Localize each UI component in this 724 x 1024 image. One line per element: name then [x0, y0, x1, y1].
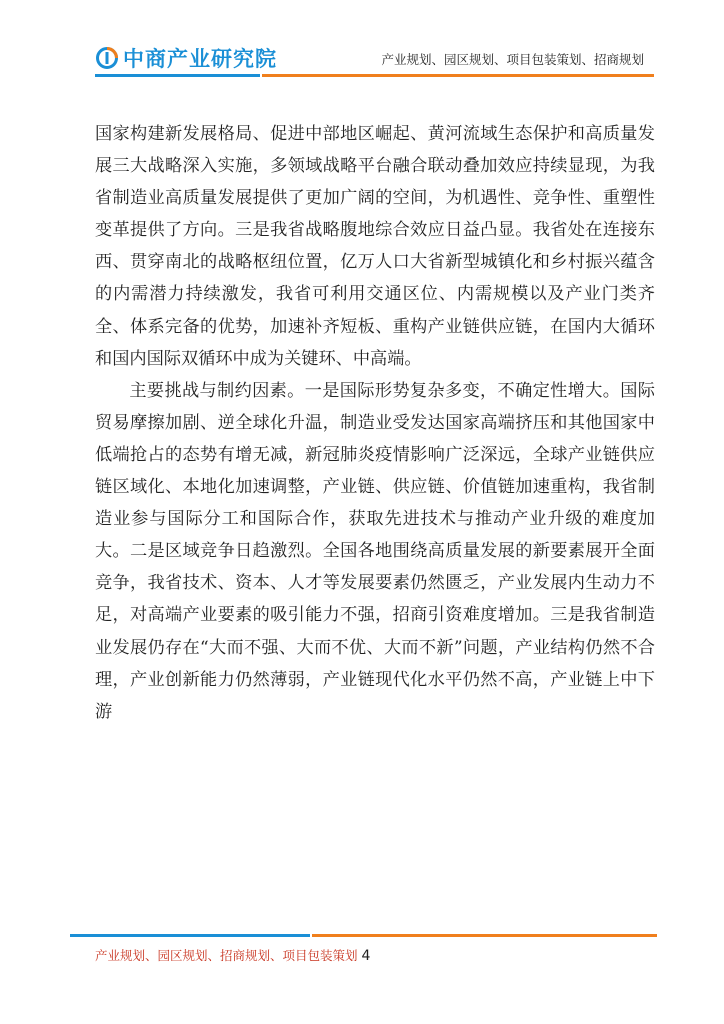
paragraph-2: 主要挑战与制约因素。一是国际形势复杂多变，不确定性增大。国际贸易摩擦加剧、逆全球化升温，制造业受发达国家高端挤压和其他国家中低端抢占的态势有增无减，新冠肺炎疫情影响广泛深远，全球产业链供应链区域化、本地化加速调整，产业链、供应链、价值链加速重构，我省制造业参与国际分工和国际合作，获取先进技术与推动产业升级的难度加大。二是区域竞争日趋激烈。全国各地围绕高质量发展的新要素展开全面竞争，我省技术、资本、人才等发展要素仍然匮乏，产业发展内生动力不足，对高端产业要素的吸引能力不强，招商引资难度增加。三是我省制造业发展仍存在“大而不强、大而不优、大而不新”问题，产业结构仍然不合理，产业创新能力仍然薄弱，产业链现代化水平仍然不高，产业链上中下游 [95, 380, 655, 722]
footer-rule-blue [70, 934, 310, 937]
logo-text: 中商产业研究院 [123, 47, 277, 71]
footer-text: 产业规划、园区规划、招商规划、项目包装策划 [95, 948, 358, 963]
header-rule-orange [262, 74, 654, 77]
header-rule-blue [95, 74, 260, 77]
page-header [0, 0, 724, 90]
page-number: 4 [361, 948, 371, 964]
page-footer [95, 946, 370, 964]
paragraph-1: 国家构建新发展格局、促进中部地区崛起、黄河流域生态保护和高质量发展三大战略深入实施，多领域战略平台融合联动叠加效应持续显现，为我省制造业高质量发展提供了更加广阔的空间，为机遇性、竞争性、重塑性变革提供了方向。三是我省战略腹地综合效应日益凸显。我省处在连接东西、贯穿南北的战略枢纽位置，亿万人口大省新型城镇化和乡村振兴蕴含的内需潜力持续激发，我省可利用交通区位、内需规模以及产业门类齐全、体系完备的优势，加速补齐短板、重构产业链供应链，在国内大循环和国内国际双循环中成为关键环、中高端。 [95, 124, 655, 369]
logo [95, 44, 277, 72]
orbit-logo-icon [95, 46, 119, 70]
document-body [95, 118, 655, 728]
footer-rule-orange [312, 934, 657, 937]
header-tagline: 产业规划、园区规划、项目包装策划、招商规划 [381, 52, 644, 67]
